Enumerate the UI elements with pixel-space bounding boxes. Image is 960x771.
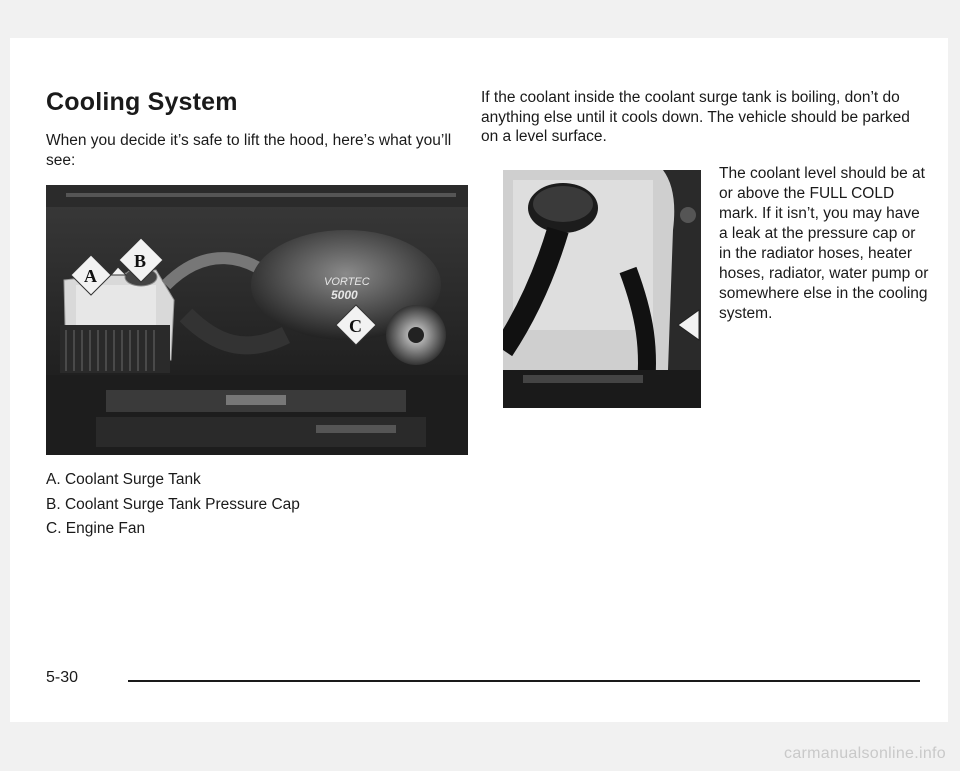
footer-rule bbox=[128, 680, 920, 682]
section-title: Cooling System bbox=[46, 88, 238, 116]
engine-bay-illustration bbox=[46, 185, 468, 455]
surge-tank-photo bbox=[503, 170, 701, 408]
svg-text:C: C bbox=[349, 316, 362, 336]
engine-badge-text: VORTEC bbox=[324, 276, 370, 288]
figure-captions bbox=[46, 471, 300, 545]
surge-tank-illustration bbox=[503, 170, 701, 408]
coolant-level-paragraph: The coolant level should be at or above the FULL COLD mark. If it isn’t, you may have a leak at the pressure cap or in the radiator hoses, heater hoses, radiator, water pump or somewhere else in the cooling system. bbox=[719, 165, 929, 322]
boiling-warning-paragraph: If the coolant inside the coolant surge tank is boiling, don’t do anything else until it cools down. The vehicle should be parked on a level surface. bbox=[481, 89, 910, 145]
intro-paragraph: When you decide it’s safe to lift the hood, here’s what you’ll see: bbox=[46, 132, 452, 169]
engine-badge-number: 5000 bbox=[331, 288, 358, 302]
svg-text:B: B bbox=[134, 251, 147, 271]
caption-a: A. Coolant Surge Tank bbox=[46, 471, 201, 488]
watermark: carmanualsonline.info bbox=[784, 745, 946, 762]
svg-text:A: A bbox=[84, 266, 97, 286]
engine-bay-photo bbox=[46, 185, 468, 455]
caption-b: B. Coolant Surge Tank Pressure Cap bbox=[46, 495, 300, 513]
page-number: 5-30 bbox=[46, 669, 79, 686]
caption-c: C. Engine Fan bbox=[46, 520, 146, 537]
